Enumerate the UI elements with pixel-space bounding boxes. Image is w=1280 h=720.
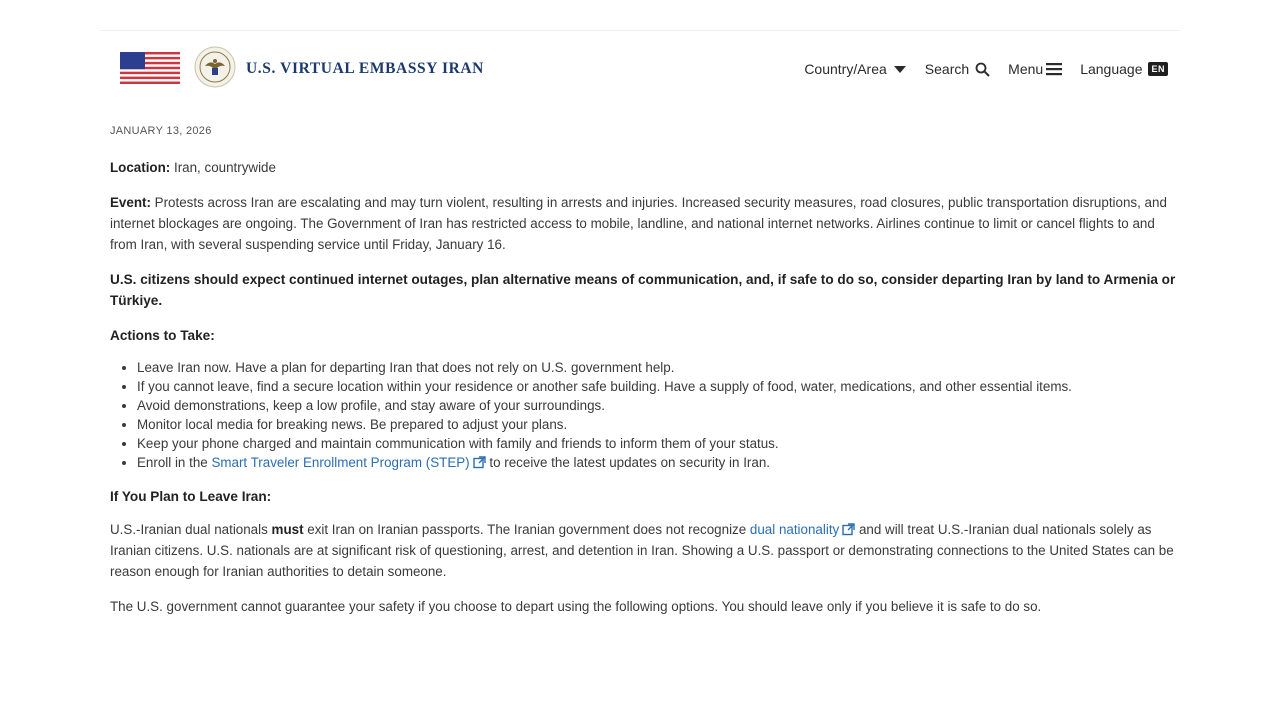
search-label: Search — [924, 61, 970, 77]
event-text: Protests across Iran are escalating and may turn violent, resulting in arrests and injuries. Increased security measures, road closures, public transportation disruptions, and internet blockages are ongoing. The Government of Iran has restricted access to mobile, landline, and national internet networks. Airlines continue to limit or cancel flights to and from Iran, with several suspending service until Friday, January 16. — [110, 195, 1167, 252]
list-item — [137, 453, 1178, 472]
list-item: • Keep your phone charged and maintain communication with family and friends to inform them of your status. — [137, 434, 1178, 453]
event-label: Event: — [110, 195, 151, 210]
list-item: • Avoid demonstrations, keep a low profile, and stay aware of your surroundings. — [137, 396, 1178, 415]
dual-nationality-label: dual nationality — [749, 522, 840, 537]
step-link[interactable] — [211, 455, 485, 470]
step-link-label: Smart Traveler Enrollment Program (STEP) — [211, 455, 470, 470]
embassy-seal-icon[interactable] — [194, 46, 236, 88]
us-flag-icon — [120, 52, 180, 84]
location-paragraph — [110, 157, 1178, 178]
dual-nationality-link[interactable] — [750, 522, 855, 537]
list-item: • If you cannot leave, find a secure location within your residence or another safe building. Have a supply of food, water, medications, and other essential items. — [137, 377, 1178, 396]
dual-text-3: and will treat U.S.-Iranian dual nationals solely as Iranian citizens. U.S. nationals are at significant risk of questioning, arrest, and detention in Iran. Showing a U.S. passport or demonstrating connections to the United States can be reason enough for Iranian authorities to detain someone. — [110, 522, 1174, 579]
event-paragraph — [110, 192, 1178, 255]
external-link-icon — [473, 456, 486, 469]
site-title[interactable]: U.S. VIRTUAL EMBASSY IRAN — [246, 60, 484, 77]
article-date: JANUARY 13, 2026 — [110, 125, 212, 137]
guarantee-paragraph: The U.S. government cannot guarantee your safety if you choose to depart using the following options. You should leave only if you believe it is safe to do so. — [110, 599, 1042, 614]
search-button[interactable] — [925, 61, 990, 77]
enroll-suffix: to receive the latest updates on security in Iran. — [485, 455, 770, 470]
caret-down-icon — [893, 64, 907, 74]
list-item: • Monitor local media for breaking news. Be prepared to adjust your plans. — [137, 415, 1178, 434]
dual-must: must — [271, 522, 304, 537]
actions-heading: Actions to Take: — [110, 328, 215, 343]
dual-text-1: U.S.-Iranian dual nationals — [110, 522, 272, 537]
site-header — [100, 31, 1180, 111]
dual-nationals-paragraph — [110, 519, 1178, 582]
main-nav — [786, 61, 1168, 77]
language-selector[interactable] — [1080, 61, 1168, 77]
leave-heading: If You Plan to Leave Iran: — [110, 489, 272, 504]
menu-button[interactable] — [1008, 61, 1062, 77]
page — [100, 30, 1180, 670]
dual-text-2: exit Iran on Iranian passports. The Iranian government does not recognize — [303, 522, 750, 537]
location-text: Iran, countrywide — [170, 160, 276, 175]
search-icon — [975, 62, 990, 77]
list-item: • Leave Iran now. Have a plan for departing Iran that does not rely on U.S. government help. — [137, 358, 1178, 377]
external-link-icon — [842, 523, 855, 536]
language-label: Language — [1080, 61, 1143, 77]
menu-icon — [1046, 62, 1062, 76]
enroll-prefix: Enroll in the — [137, 455, 212, 470]
menu-label: Menu — [1008, 61, 1044, 77]
lead-paragraph: U.S. citizens should expect continued internet outages, plan alternative means of communication, and, if safe to do so, consider departing Iran by land to Armenia or Türkiye. — [110, 272, 1176, 308]
language-badge: EN — [1148, 62, 1168, 76]
location-label: Location: — [110, 160, 171, 175]
actions-list — [110, 358, 1178, 472]
country-area-label: Country/Area — [804, 61, 887, 77]
article-body — [110, 121, 1178, 631]
country-area-dropdown[interactable] — [804, 61, 906, 77]
